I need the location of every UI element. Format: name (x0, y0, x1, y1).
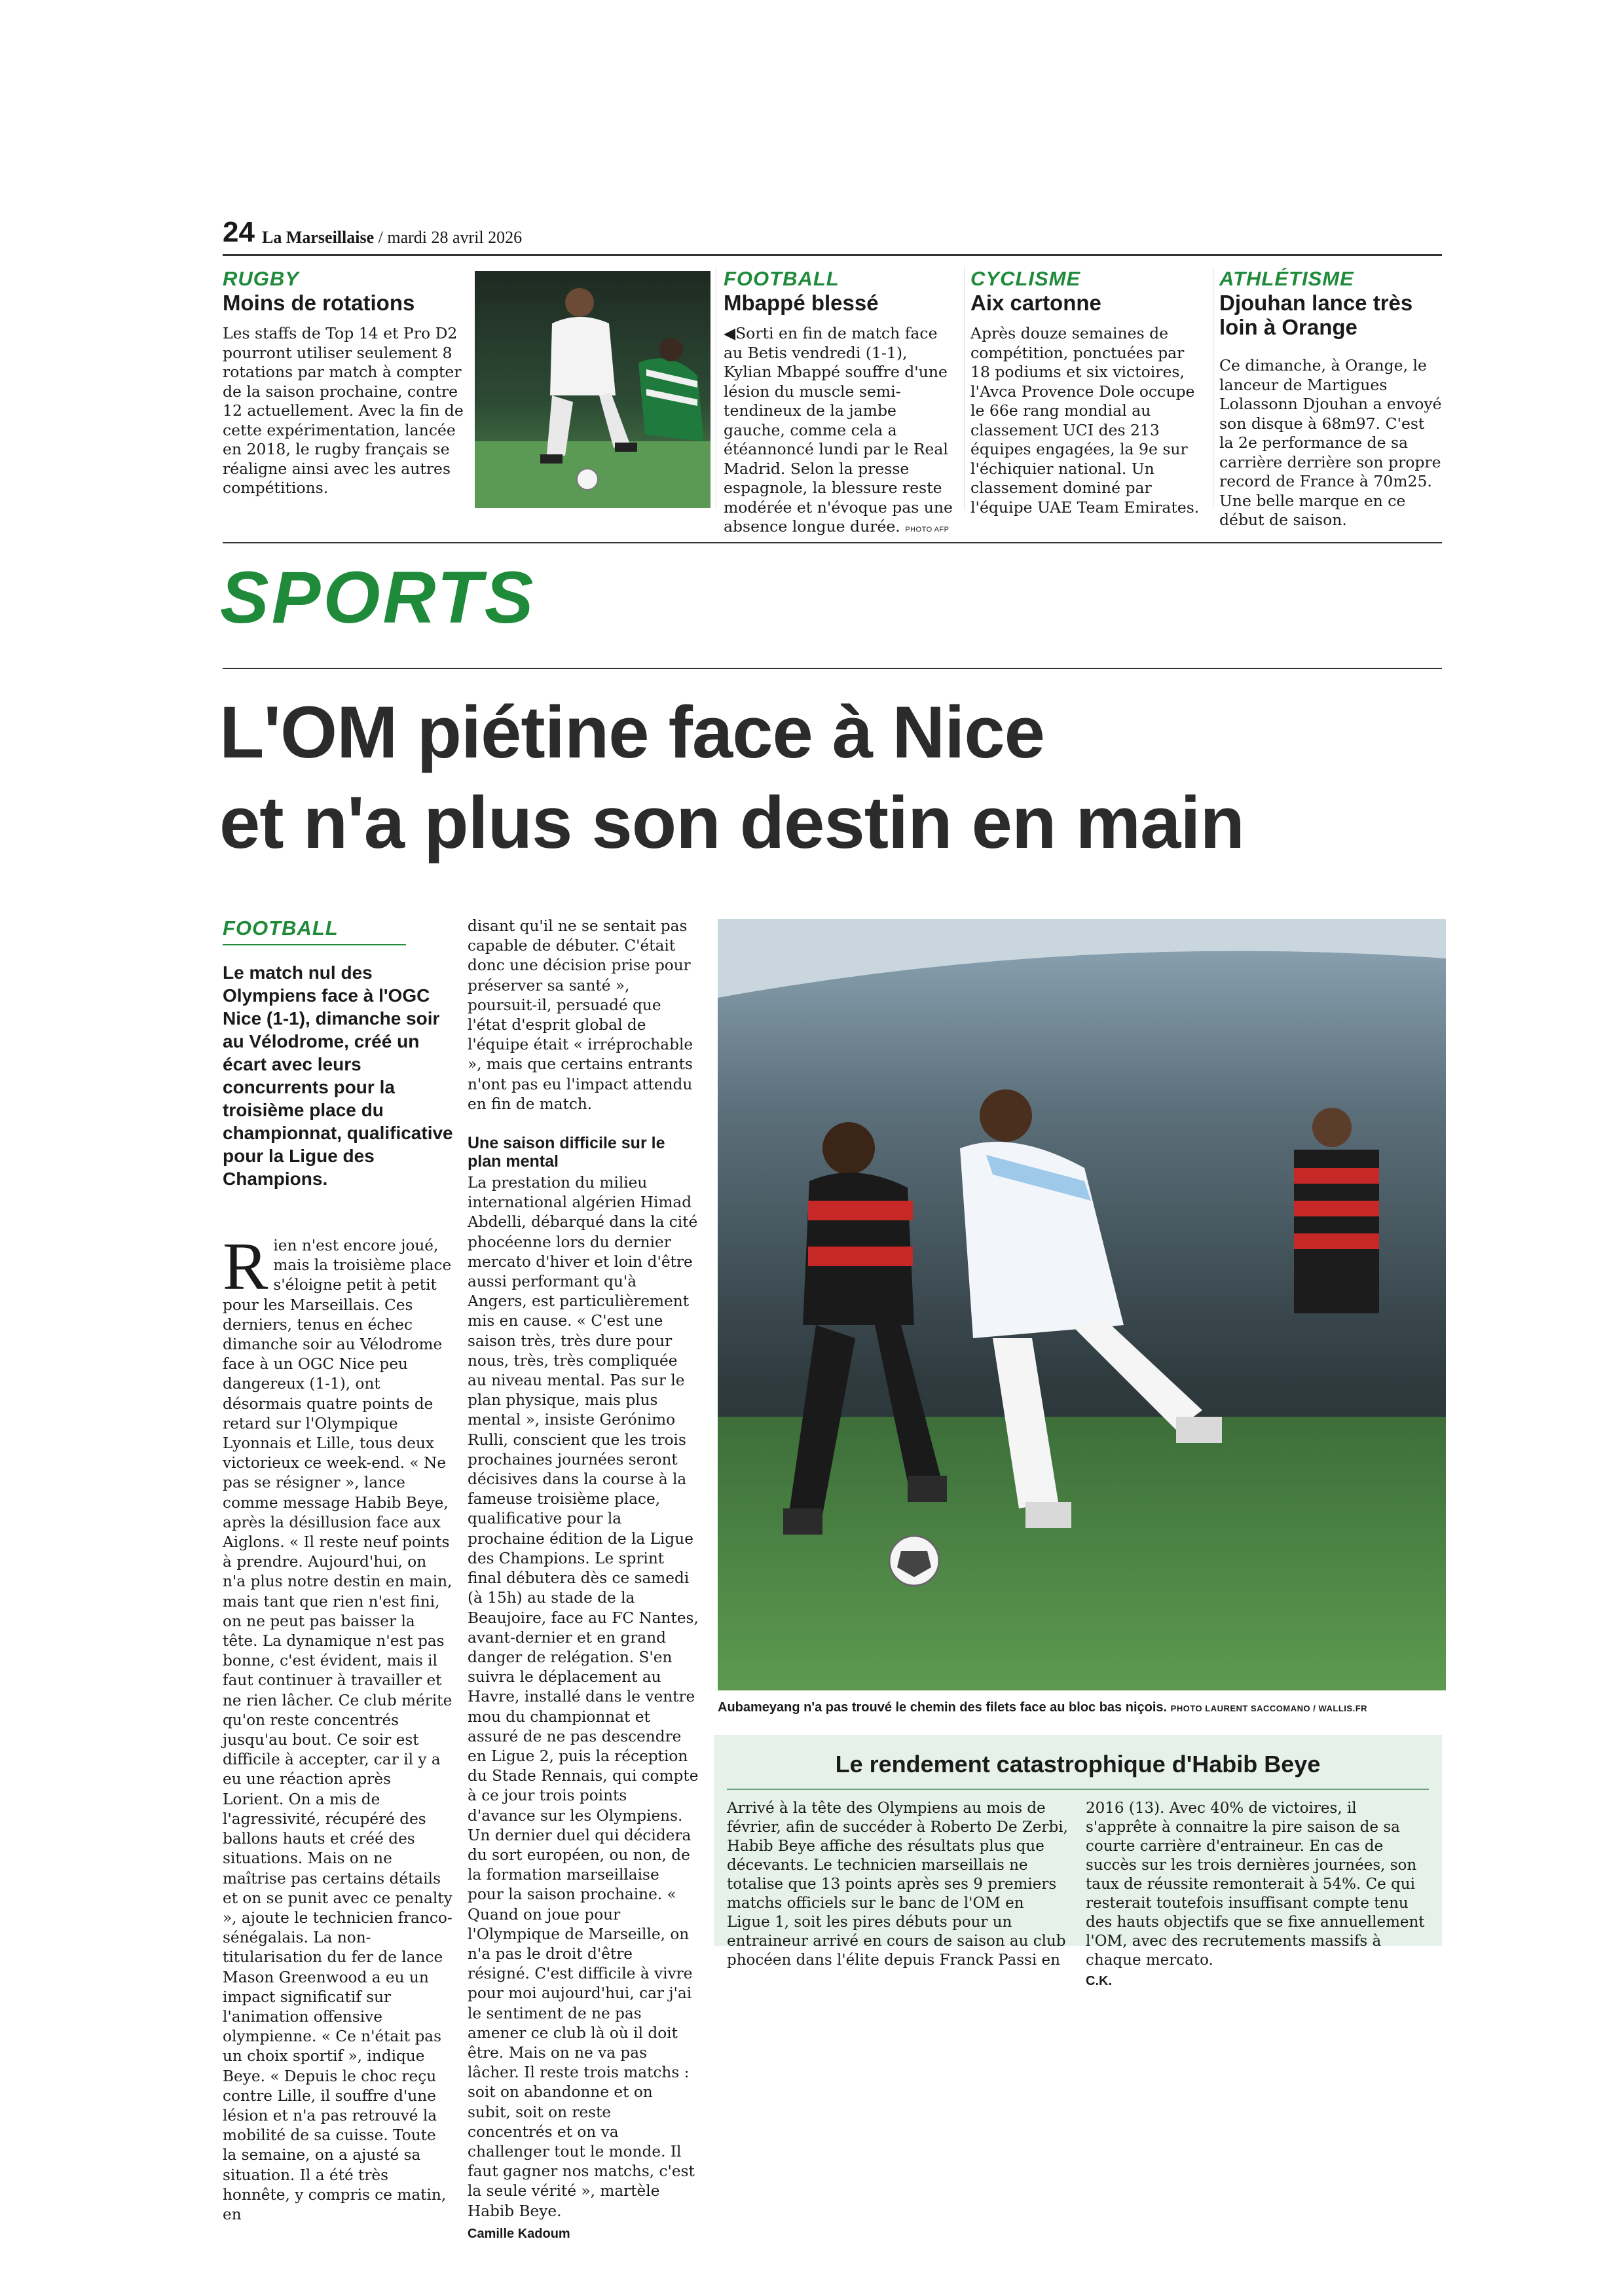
photo-caption (718, 1700, 1446, 1715)
match-photo-illustration (718, 919, 1446, 1690)
headline (219, 687, 1450, 868)
headline-line-2: et n'a plus son destin en main (219, 782, 1244, 864)
article-column-1 (223, 917, 453, 2225)
caption-credit: PHOTO LAURENT SACCOMANO / WALLIS.FR (1170, 1704, 1368, 1713)
sidebar-column-1: Arrivé à la tête des Olympiens au mois de février, afin de succéder à Roberto De Zerbi, Habib Beye affiche des résultats plus que décevants. Le technicien marseillais ne totalise que 13 points après ses 9 premiers matchs officiels sur le banc de l'OM en Ligue 1, soit les pires débuts pour un entraineur arrivé en cours de saison au club phocéen dans l'élite depuis Franck Passi en (727, 1800, 1068, 1969)
brief-rugby (223, 267, 465, 498)
article-body-part-2: disant qu'il ne se sentait pas capable de débuter. C'était donc une décision prise pour préserver sa santé », poursuit-il, persuadé que l'état d'esprit global de l'équipe était « irréprochable », mais que certains entrants n'ont pas eu l'impact attendu en fin de match. (468, 917, 693, 1113)
brief-title: Aix cartonne (970, 291, 1101, 315)
section-label: SPORTS (220, 556, 536, 638)
brief-title: Mbappé blessé (724, 291, 879, 315)
brief-football (724, 267, 959, 540)
article-column-2 (468, 917, 699, 2242)
article-subhead: Une saison difficile sur le plan mental (468, 1134, 665, 1171)
brief-body (724, 324, 959, 540)
article-signature: Camille Kadoum (468, 2226, 570, 2241)
sidebar-title: Le rendement catastrophique d'Habib Beye (835, 1751, 1321, 1777)
brief-title: Djouhan lance très loin à Orange (1219, 291, 1413, 339)
main-photo (718, 919, 1446, 1690)
section-top-rule (223, 542, 1442, 543)
masthead (262, 228, 522, 247)
caption-text: Aubameyang n'a pas trouvé le chemin des filets face au bloc bas niçois. (718, 1700, 1168, 1715)
brief-body: Après douze semaines de compétition, ponctuées par 18 podiums et six victoires, l'Avca Provence Dole occupe le 66e rang mondial au classement UCI des 213 équipes engagées, la 9e sur l'échiquier national. Un classement dominé par l'équipe UAE Team Emirates. (970, 324, 1200, 517)
sidebar-title-rule (727, 1789, 1429, 1790)
brief-kicker: FOOTBALL (724, 267, 840, 290)
issue-date: / mardi 28 avril 2026 (378, 228, 523, 247)
article-text: ien n'est encore joué, mais la troisième place s'éloigne petit à petit pour les Marseillais. Ces derniers, tenus en échec dimanche soir au Vélodrome face à un OGC Nice peu dangereux (1-1), ont désormais quatre points de retard sur l'Olympique Lyonnais et Lille, tous deux victorieux ce week-end. « Ne pas se résigner », lance comme message Habib Beye, après la désillusion face aux Aiglons. « Il reste neuf points à prendre. Aujourd'hui, on n'a plus notre destin en main, mais tant que rien n'est fini, on ne peut pas baisser la tête. La dynamique n'est pas bonne, c'est évident, mais il faut continuer à travailler et ne rien lâcher. Ce club mérite qu'on reste concentrés jusqu'au bout. Ce soir est difficile à accepter, car il y a eu une réaction après Lorient. On a mis de l'agressivité, récupéré des ballons hauts et créé des situations. Mais on ne maîtrise pas certains détails et on se punit avec ce penalty », ajoute le technicien franco-sénégalais. La non-titularisation du fer de lance Mason Greenwood a eu un impact significatif sur l'animation offensive olympienne. « Ce n'était pas un choix sportif », indique Beye. « Depuis le choc reçu contre Lille, il souffre d'une lésion et n'a pas retrouvé la mobilité de sa cuisse. Toute la semaine, on a ajusté sa situation. Il a été très honnête, y compris ce matin, en (223, 1237, 452, 2223)
masthead-rule (223, 254, 1442, 256)
sidebar-box (714, 1735, 1442, 1988)
brief-title: Moins de rotations (223, 291, 415, 315)
mbappe-photo-illustration (475, 271, 710, 508)
article-body-part-1 (223, 1229, 453, 2225)
brief-kicker: RUGBY (223, 267, 299, 290)
section-bottom-rule (223, 668, 1442, 669)
page-number: 24 (223, 216, 255, 248)
dropcap: R (223, 1229, 268, 1304)
article-body-part-3: La prestation du milieu international algérien Himad Abdelli, débarqué dans la cité phocéenne lors du dernier mercato d'hiver et loin d'être aussi performant qu'à Angers, est particulièrement mis en cause. « C'est une saison très, très dure pour nous, très, très compliquée au niveau mental. Pas sur le plan physique, mais plus mental », insiste Gerónimo Rulli, conscient que les trois prochaines journées seront décisives dans la course à la fameuse troisième place, qualificative pour la prochaine édition de la Ligue des Champions. Le sprint final débutera dès ce samedi (à 15h) au stade de la Beaujoire, face au FC Nantes, avant-dernier et en grand danger de relégation. S'en suivra le déplacement au Havre, installé dans le ventre mou du championnat et assuré de ne pas descendre en Ligue 2, puis la réception du Stade Rennais, qui compte à ce jour trois points d'avance sur les Olympiens. Un dernier duel qui décidera du sort européen, ou non, de la formation marseillaise pour la saison prochaine. « Quand on joue pour l'Olympique de Marseille, on n'a pas le droit d'être résigné. C'est difficile à vivre pour moi aujourd'hui, car j'ai le sentiment de ne pas amener ce club là où il doit être. Mais on ne va pas lâcher. Il reste trois matchs : soit on abandonne et on subit, soit on reste concentrés et on va challenger tout le monde. Il faut gagner nos matchs, c'est la seule vérité », martèle Habib Beye. (468, 1174, 699, 2220)
brief-kicker: ATHLÉTISME (1219, 267, 1354, 290)
article-chapo: Le match nul des Olympiens face à l'OGC Nice (1-1), dimanche soir au Vélodrome, créé un écart avec leurs concurrents pour la troisième place du championnat, qualificative pour la Ligue des Champions. (223, 962, 453, 1189)
brief-kicker: CYCLISME (970, 267, 1081, 290)
brief-body: Les staffs de Top 14 et Pro D2 pourront utiliser seulement 8 rotations par match à compter de la saison prochaine, contre 12 actuellement. Avec la fin de cette expérimentation, lancée en 2018, le rugby français se réaligne ainsi avec les autres compétitions. (223, 324, 464, 497)
paper-name: La Marseillaise (262, 228, 375, 247)
sidebar-text: 2016 (13). Avec 40% de victoires, il s'apprête à connaitre la pire saison de sa courte carrière d'entraineur. En cas de succès sur les trois dernières journées, son taux de réussite remonterait à 54%. Ce qui resterait toutefois insuffisant compte tenu des hauts objectifs que se fixe annuellement l'OM, avec des recrutements massifs à chaque mercato. (1086, 1800, 1425, 1969)
photo-credit: PHOTO AFP (905, 526, 950, 534)
sidebar-signature: C.K. (1086, 1974, 1112, 1988)
mbappe-photo (475, 271, 710, 508)
brief-cyclisme (970, 267, 1206, 517)
article-kicker: FOOTBALL (223, 917, 339, 939)
brief-athletisme (1219, 267, 1442, 530)
sidebar-column-2 (1086, 1799, 1430, 1989)
column-divider (964, 267, 965, 509)
brief-body: Ce dimanche, à Orange, le lanceur de Martigues Lolassonn Djouhan a envoyé son disque à 68m97. C'est la 2e performance de sa carrière derrière son propre record de France à 70m25. Une belle marque en ce début de saison. (1219, 356, 1442, 529)
kicker-rule (223, 944, 406, 945)
headline-line-1: L'OM piétine face à Nice (219, 691, 1044, 773)
brief-text: ◀Sorti en fin de match face au Betis vendredi (1-1), Kylian Mbappé souffre d'une lésion du muscle semi-tendineux de la jambe gauche, comme cela a étéannoncé lundi par le Real Madrid. Selon la presse espagnole, la blessure reste modérée et n'évoque pas une absence longue durée. (724, 324, 953, 536)
